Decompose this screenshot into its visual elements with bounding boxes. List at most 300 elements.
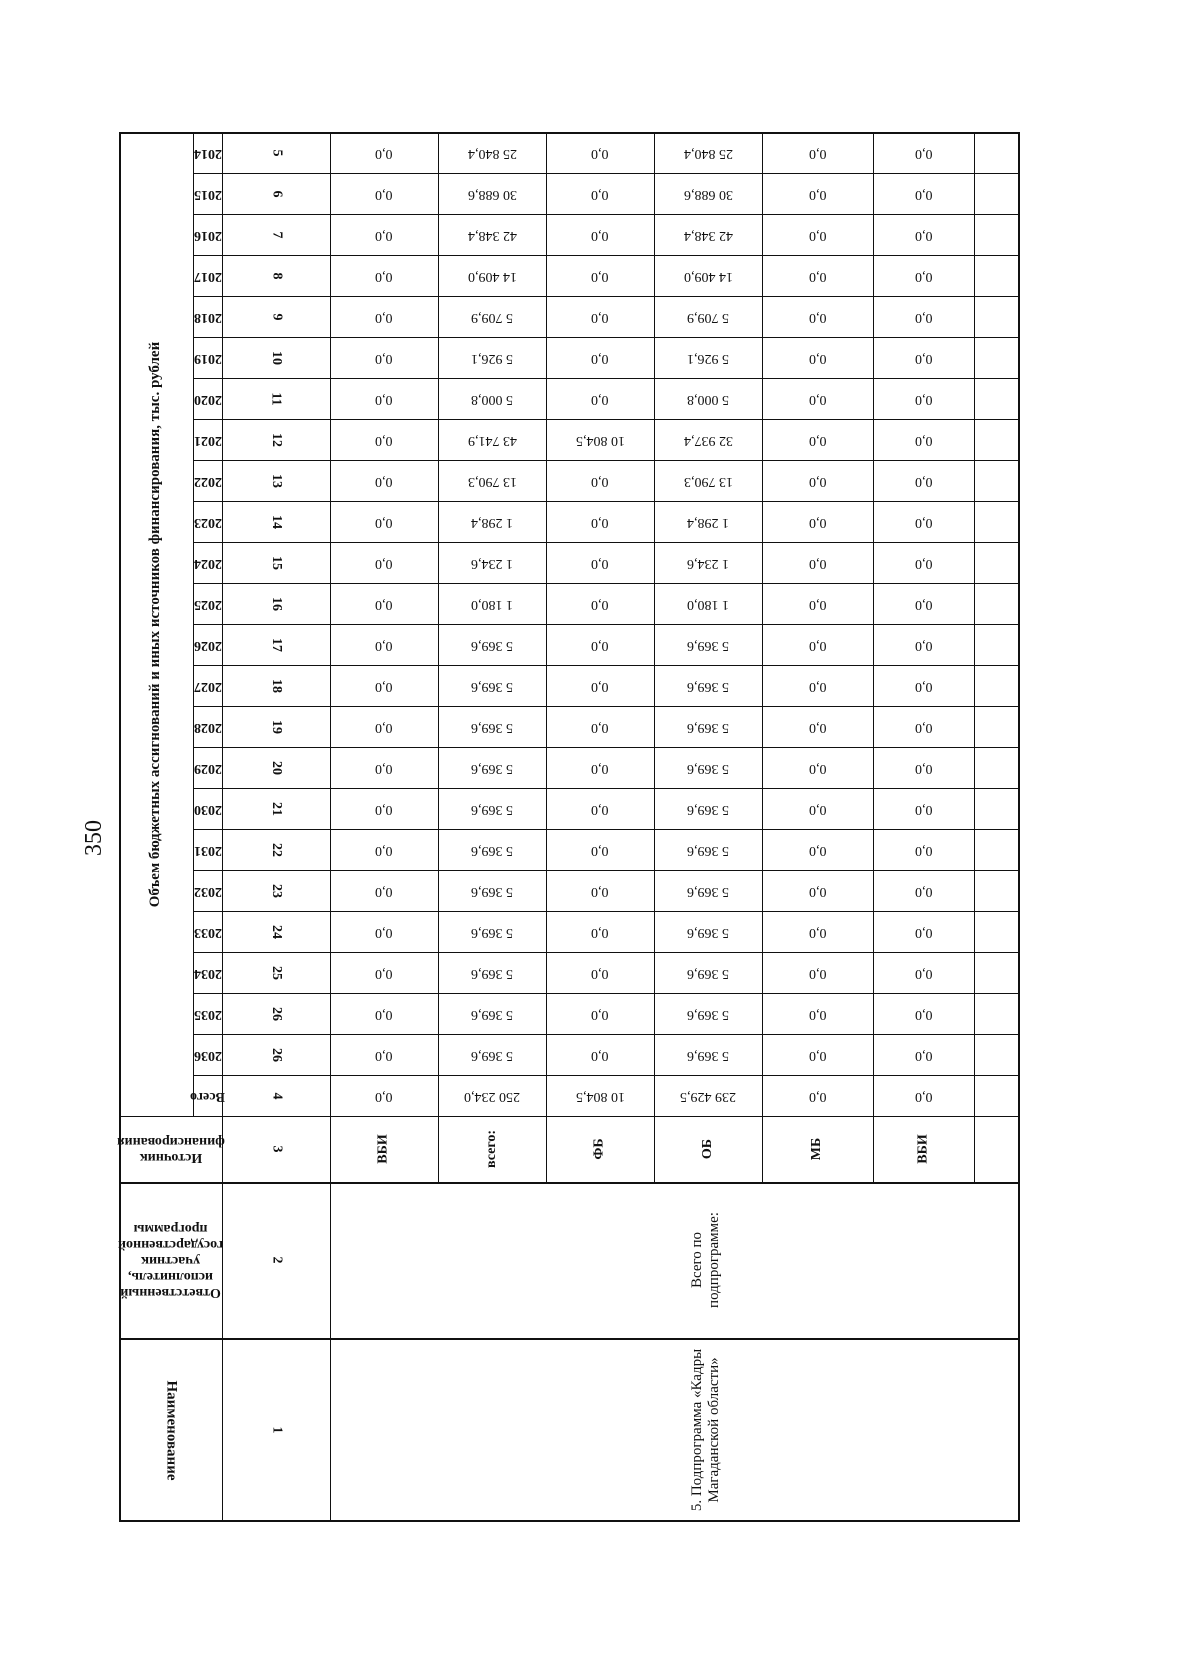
value: 0,0	[375, 1047, 393, 1063]
value: 5 369,6	[687, 719, 729, 735]
year-label-cell	[193, 132, 222, 173]
value-cell	[546, 870, 654, 911]
value: 0,0	[914, 350, 933, 366]
column-number-cell	[222, 1075, 330, 1116]
value: 0,0	[914, 145, 933, 161]
value: 0,0	[375, 432, 393, 448]
value: 0,0	[591, 145, 609, 161]
value: 5 369,6	[687, 637, 729, 653]
value-cell	[762, 706, 873, 747]
value-cell	[654, 583, 762, 624]
year-label-cell	[193, 419, 222, 460]
value: 0,0	[591, 1006, 609, 1022]
value-cell	[873, 214, 974, 255]
column-number: 9	[269, 313, 284, 320]
value-cell	[873, 255, 974, 296]
year-label: 2030	[193, 801, 222, 817]
column-number: 14	[269, 514, 284, 529]
value-cell	[438, 870, 546, 911]
value: 0,0	[591, 883, 609, 899]
value: 0,0	[808, 350, 827, 366]
value-cell	[654, 214, 762, 255]
year-label: 2015	[193, 186, 222, 202]
year-label: 2027	[193, 678, 222, 694]
value: 5 369,6	[471, 883, 513, 899]
value: 5 709,9	[687, 309, 729, 325]
value: 0,0	[914, 678, 933, 694]
value-cell	[873, 911, 974, 952]
total-value: 250 234,0	[464, 1088, 520, 1104]
value-cell	[762, 870, 873, 911]
value-cell	[654, 378, 762, 419]
value: 0,0	[375, 965, 393, 981]
value: 0,0	[914, 391, 933, 407]
year-label-cell	[193, 747, 222, 788]
year-label: 2025	[193, 596, 222, 612]
value: 10 804,5	[575, 432, 625, 448]
value: 30 688,6	[467, 186, 517, 202]
column-number-cell	[222, 624, 330, 665]
value-cell	[654, 419, 762, 460]
value-cell	[762, 747, 873, 788]
value-cell	[330, 337, 438, 378]
value-cell	[438, 583, 546, 624]
year-label-cell	[193, 706, 222, 747]
value: 5 709,9	[471, 309, 513, 325]
value: 0,0	[375, 473, 393, 489]
value-cell	[654, 132, 762, 173]
value: 14 409,0	[683, 268, 733, 284]
value: 5 369,6	[471, 842, 513, 858]
value-cell	[873, 378, 974, 419]
year-label-cell	[193, 829, 222, 870]
value-cell	[654, 706, 762, 747]
year-label-cell	[193, 296, 222, 337]
year-label-cell	[193, 788, 222, 829]
value-cell	[546, 952, 654, 993]
column-number-cell	[222, 952, 330, 993]
value-cell	[438, 993, 546, 1034]
value-cell	[330, 747, 438, 788]
value: 0,0	[914, 1047, 933, 1063]
value: 42 348,4	[467, 227, 517, 243]
value-cell	[654, 255, 762, 296]
value: 5 926,1	[471, 350, 513, 366]
year-label: 2031	[193, 842, 222, 858]
value: 0,0	[914, 473, 933, 489]
column-number: 6	[269, 190, 284, 197]
column-number-cell	[222, 296, 330, 337]
value: 5 369,6	[687, 1047, 729, 1063]
value: 1 180,0	[687, 596, 729, 612]
year-label: 2016	[193, 227, 222, 243]
total-value: 239 429,5	[680, 1088, 736, 1104]
value-cell	[438, 624, 546, 665]
year-label: 2014	[193, 145, 222, 161]
value: 0,0	[808, 596, 827, 612]
value-cell	[438, 665, 546, 706]
budget-group-header: Объем бюджетных ассигнований и иных источников финансирования, тыс. рублей	[147, 341, 164, 907]
value: 13 790,3	[467, 473, 517, 489]
value-cell	[438, 747, 546, 788]
value: 0,0	[591, 596, 609, 612]
source-label-cell	[762, 1116, 873, 1182]
source-label: ФБ	[592, 1138, 607, 1160]
value-cell	[546, 706, 654, 747]
value: 0,0	[808, 514, 827, 530]
year-label-cell	[193, 501, 222, 542]
value: 0,0	[914, 842, 933, 858]
value: 0,0	[808, 145, 827, 161]
value: 0,0	[591, 965, 609, 981]
value: 1 298,4	[471, 514, 513, 530]
column-number-cell	[222, 132, 330, 173]
value: 13 790,3	[683, 473, 733, 489]
value: 0,0	[591, 1047, 609, 1063]
value-cell	[330, 706, 438, 747]
value: 0,0	[375, 924, 393, 940]
value: 5 369,6	[471, 965, 513, 981]
value-cell	[546, 829, 654, 870]
value: 0,0	[375, 760, 393, 776]
value-cell	[873, 788, 974, 829]
name-header-cell	[119, 1338, 222, 1522]
value: 0,0	[808, 883, 827, 899]
value-cell	[762, 665, 873, 706]
year-label: 2017	[193, 268, 222, 284]
value-cell	[762, 993, 873, 1034]
value: 0,0	[808, 637, 827, 653]
value-cell	[546, 173, 654, 214]
value: 0,0	[591, 555, 609, 571]
value-cell	[654, 747, 762, 788]
value: 5 369,6	[471, 1047, 513, 1063]
value: 0,0	[914, 637, 933, 653]
executor-header: Ответственный исполнитель, участник государственной программы	[117, 1221, 224, 1300]
value: 0,0	[375, 350, 393, 366]
value-cell	[654, 829, 762, 870]
value-cell	[873, 952, 974, 993]
column-number: 8	[269, 272, 284, 279]
value-cell	[438, 501, 546, 542]
value: 0,0	[375, 719, 393, 735]
value-cell	[546, 255, 654, 296]
column-number: 3	[269, 1145, 284, 1153]
source-label: МБ	[809, 1137, 825, 1161]
column-number: 22	[269, 842, 284, 857]
value-cell	[330, 911, 438, 952]
value: 0,0	[914, 883, 933, 899]
value: 0,0	[914, 760, 933, 776]
column-number-cell	[222, 870, 330, 911]
value-cell	[873, 870, 974, 911]
value: 0,0	[808, 555, 827, 571]
value: 5 369,6	[687, 924, 729, 940]
year-label-cell	[193, 337, 222, 378]
value: 0,0	[808, 268, 827, 284]
column-number-cell	[222, 542, 330, 583]
value-cell	[330, 173, 438, 214]
column-number-cell	[222, 419, 330, 460]
value-cell	[654, 788, 762, 829]
column-number: 26	[269, 1047, 284, 1062]
value-cell	[762, 501, 873, 542]
column-number-cell	[222, 337, 330, 378]
value: 0,0	[375, 145, 393, 161]
source-label-cell	[438, 1116, 546, 1182]
value-cell	[654, 460, 762, 501]
value-cell	[438, 255, 546, 296]
total-value: 0,0	[914, 1088, 933, 1104]
value-cell	[330, 1034, 438, 1075]
value-cell	[330, 378, 438, 419]
value: 0,0	[591, 719, 609, 735]
value-cell	[546, 993, 654, 1034]
value-cell	[762, 132, 873, 173]
year-label: 2022	[193, 473, 222, 489]
value: 0,0	[808, 842, 827, 858]
year-label-cell	[193, 665, 222, 706]
total-value-cell	[438, 1075, 546, 1116]
total-value-cell	[546, 1075, 654, 1116]
year-label: 2028	[193, 719, 222, 735]
column-number: 13	[269, 473, 284, 488]
value-cell	[762, 952, 873, 993]
value: 0,0	[375, 1006, 393, 1022]
column-number: 19	[269, 719, 284, 734]
column-number: 1	[269, 1426, 284, 1434]
year-label: 2024	[193, 555, 222, 571]
value: 0,0	[591, 473, 609, 489]
value: 5 369,6	[687, 760, 729, 776]
value: 5 369,6	[687, 801, 729, 817]
year-label: 2032	[193, 883, 222, 899]
border-right	[1018, 132, 1020, 1522]
year-label-cell	[193, 214, 222, 255]
value-cell	[873, 337, 974, 378]
value: 5 369,6	[471, 1006, 513, 1022]
source-header: Источник финансирования	[116, 1134, 225, 1165]
value-cell	[330, 788, 438, 829]
year-label: 2036	[193, 1047, 222, 1063]
value-cell	[438, 911, 546, 952]
value: 0,0	[914, 555, 933, 571]
value: 42 348,4	[683, 227, 733, 243]
value: 0,0	[914, 514, 933, 530]
value-cell	[873, 419, 974, 460]
value-cell	[654, 501, 762, 542]
column-number: 17	[269, 637, 284, 652]
column-number: 7	[269, 231, 284, 238]
source-header-cell	[116, 1116, 225, 1182]
column-number-cell	[222, 911, 330, 952]
column-number-cell	[222, 829, 330, 870]
column-number: 12	[269, 432, 284, 447]
value-cell	[330, 460, 438, 501]
value: 0,0	[914, 1006, 933, 1022]
value: 0,0	[375, 309, 393, 325]
value: 0,0	[591, 678, 609, 694]
value-cell	[762, 419, 873, 460]
value: 30 688,6	[683, 186, 733, 202]
value: 0,0	[808, 924, 827, 940]
year-label: 2034	[193, 965, 222, 981]
value-cell	[546, 501, 654, 542]
budget-table	[116, 132, 1020, 1522]
year-label-cell	[193, 583, 222, 624]
value-cell	[330, 214, 438, 255]
value-cell	[438, 829, 546, 870]
value-cell	[330, 952, 438, 993]
value-cell	[438, 132, 546, 173]
column-number: 25	[269, 965, 284, 980]
value: 5 369,6	[687, 842, 729, 858]
year-label-cell	[193, 1034, 222, 1075]
total-value: 0,0	[375, 1088, 393, 1104]
value: 0,0	[375, 268, 393, 284]
value: 0,0	[914, 432, 933, 448]
source-label: ОБ	[700, 1138, 715, 1160]
total-value: 0,0	[808, 1088, 827, 1104]
value: 5 369,6	[471, 678, 513, 694]
column-number: 24	[269, 924, 284, 939]
value: 0,0	[591, 391, 609, 407]
column-number-cell	[222, 665, 330, 706]
column-number-cell	[222, 214, 330, 255]
value: 0,0	[375, 227, 393, 243]
value: 0,0	[914, 596, 933, 612]
value-cell	[762, 1034, 873, 1075]
value: 5 000,8	[687, 391, 729, 407]
value-cell	[762, 173, 873, 214]
value: 0,0	[914, 719, 933, 735]
value: 0,0	[808, 1047, 827, 1063]
value-cell	[873, 501, 974, 542]
value-cell	[873, 624, 974, 665]
value: 32 937,4	[683, 432, 733, 448]
value-cell	[654, 665, 762, 706]
value-cell	[438, 419, 546, 460]
value-cell	[438, 460, 546, 501]
year-label: 2019	[193, 350, 222, 366]
value-cell	[330, 255, 438, 296]
year-label-cell	[193, 870, 222, 911]
column-number: 10	[269, 350, 284, 365]
year-label-cell	[193, 378, 222, 419]
year-label: 2035	[193, 1006, 222, 1022]
value-cell	[330, 419, 438, 460]
source-label-cell	[330, 1116, 438, 1182]
subprogram-name-cell	[438, 1338, 974, 1522]
value: 0,0	[375, 883, 393, 899]
value: 0,0	[375, 801, 393, 817]
value: 5 369,6	[687, 883, 729, 899]
value-cell	[762, 337, 873, 378]
value-cell	[654, 993, 762, 1034]
value-cell	[873, 993, 974, 1034]
value-cell	[762, 542, 873, 583]
value-cell	[546, 419, 654, 460]
value: 0,0	[808, 473, 827, 489]
value-cell	[438, 952, 546, 993]
value-cell	[654, 1034, 762, 1075]
total-value-cell	[762, 1075, 873, 1116]
value: 5 000,8	[471, 391, 513, 407]
value: 0,0	[808, 432, 827, 448]
value: 0,0	[808, 186, 827, 202]
value-cell	[438, 337, 546, 378]
value-cell	[546, 296, 654, 337]
value: 0,0	[591, 842, 609, 858]
column-number-cell	[222, 993, 330, 1034]
value: 0,0	[914, 965, 933, 981]
value: 0,0	[591, 924, 609, 940]
column-number-cell	[222, 1034, 330, 1075]
year-label-cell	[193, 173, 222, 214]
value: 0,0	[591, 227, 609, 243]
value: 0,0	[808, 227, 827, 243]
value: 0,0	[591, 350, 609, 366]
value-cell	[762, 378, 873, 419]
subprogram-name: 5. Подпрограмма «Кадры Магаданской области»	[689, 1348, 722, 1512]
value-cell	[873, 1034, 974, 1075]
value-cell	[438, 296, 546, 337]
value: 0,0	[591, 186, 609, 202]
value-cell	[762, 911, 873, 952]
value-cell	[546, 624, 654, 665]
value: 5 369,6	[687, 965, 729, 981]
value-cell	[546, 665, 654, 706]
budget-group-header-cell	[119, 132, 193, 1116]
value-cell	[330, 296, 438, 337]
value-cell	[330, 542, 438, 583]
value: 25 840,4	[683, 145, 733, 161]
executor-header-cell	[119, 1182, 222, 1338]
value-cell	[654, 173, 762, 214]
value: 1 234,6	[471, 555, 513, 571]
value: 5 369,6	[687, 1006, 729, 1022]
value-cell	[330, 624, 438, 665]
column-number-cell	[222, 788, 330, 829]
year-label: 2021	[193, 432, 222, 448]
value-cell	[873, 542, 974, 583]
subprogram-executor-cell	[438, 1182, 974, 1338]
source-label-cell	[873, 1116, 974, 1182]
column-number: 15	[269, 555, 284, 570]
value: 5 369,6	[687, 678, 729, 694]
year-label-cell	[193, 542, 222, 583]
year-label-cell	[193, 911, 222, 952]
total-value-cell	[873, 1075, 974, 1116]
value-cell	[330, 665, 438, 706]
column-number: 18	[269, 678, 284, 693]
value: 0,0	[808, 678, 827, 694]
column-number: 11	[268, 391, 284, 406]
value: 0,0	[591, 760, 609, 776]
source-label: ВБИ	[915, 1134, 931, 1164]
column-number: 2	[269, 1256, 284, 1264]
value: 1 234,6	[687, 555, 729, 571]
value-cell	[654, 624, 762, 665]
value-cell	[873, 665, 974, 706]
column-number-cell	[222, 1182, 330, 1338]
value-cell	[654, 870, 762, 911]
value: 0,0	[808, 391, 827, 407]
value-cell	[546, 214, 654, 255]
total-value: 10 804,5	[575, 1088, 625, 1104]
value: 0,0	[914, 186, 933, 202]
value-cell	[330, 501, 438, 542]
